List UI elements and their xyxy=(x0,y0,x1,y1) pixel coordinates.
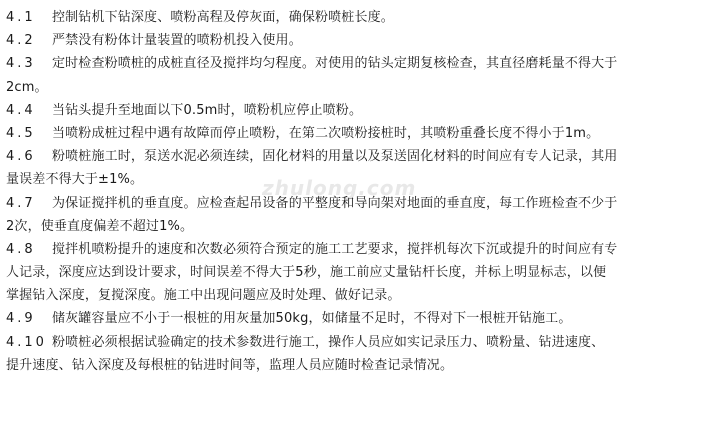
item-4-3-continued xyxy=(6,76,712,99)
item-text: 为保证搅拌机的垂直度。应检查起吊设备的平整度和导向架对地面的垂直度，每工作班检查不少于 xyxy=(52,195,618,211)
item-text: 搅拌机喷粉提升的速度和次数必须符合预定的施工工艺要求，搅拌机每次下沉或提升的时间应有专 xyxy=(52,241,618,257)
item-text: 人记录，深度应达到设计要求，时间误差不得大于5秒，施工前应丈量钻杆长度，并标上明显标志，以便 xyxy=(6,265,607,281)
item-4-7-continued xyxy=(6,215,712,238)
item-number: 4.10 xyxy=(6,334,47,350)
item-number: 4.9 xyxy=(6,311,36,327)
item-4-1 xyxy=(6,6,712,29)
item-text: 2cm。 xyxy=(6,79,48,95)
item-4-6 xyxy=(6,145,712,168)
item-text: 当喷粉成桩过程中遇有故障而停止喷粉，在第二次喷粉接桩时，其喷粉重叠长度不得小于1m。 xyxy=(52,125,600,141)
item-number: 4.8 xyxy=(6,241,36,257)
item-number: 4.5 xyxy=(6,125,36,141)
item-4-10-continued xyxy=(6,354,712,377)
item-text: 当钻头提升至地面以下0.5m时，喷粉机应停止喷粉。 xyxy=(52,102,363,118)
item-4-3 xyxy=(6,52,712,75)
item-text: 粉喷桩施工时，泵送水泥必须连续，固化材料的用量以及泵送固化材料的时间应有专人记录，其用 xyxy=(52,149,618,165)
item-text: 定时检查粉喷桩的成桩直径及搅拌均匀程度。对使用的钻头定期复核检查，其直径磨耗量不得大于 xyxy=(52,56,618,72)
item-4-2 xyxy=(6,29,712,52)
item-number: 4.4 xyxy=(6,102,36,118)
item-number: 4.3 xyxy=(6,56,36,72)
item-4-6-continued xyxy=(6,168,712,191)
item-4-5 xyxy=(6,122,712,145)
item-4-8 xyxy=(6,238,712,261)
item-4-7 xyxy=(6,192,712,215)
item-4-10 xyxy=(6,331,712,354)
item-4-9 xyxy=(6,307,712,330)
item-number: 4.6 xyxy=(6,149,36,165)
watermark: zhulong.com xyxy=(262,176,417,200)
item-text: 控制钻机下钻深度、喷粉高程及停灰面，确保粉喷桩长度。 xyxy=(52,10,394,25)
item-text: 2次，使垂直度偏差不超过1%。 xyxy=(6,218,194,234)
document-body xyxy=(6,6,712,377)
item-text: 掌握钻入深度，复搅深度。施工中出现问题应及时处理、做好记录。 xyxy=(6,288,401,304)
item-4-8-continued xyxy=(6,261,712,284)
item-4-4 xyxy=(6,99,712,122)
item-text: 提升速度、钻入深度及每根桩的钻进时间等，监理人员应随时检查记录情况。 xyxy=(6,357,454,373)
item-number: 4.2 xyxy=(6,33,36,49)
item-text: 储灰罐容量应不小于一根桩的用灰量加50kg，如储量不足时，不得对下一根桩开钻施工。 xyxy=(52,311,572,327)
item-number: 4.1 xyxy=(6,10,36,25)
item-text: 严禁没有粉体计量装置的喷粉机投入使用。 xyxy=(52,33,302,49)
item-number: 4.7 xyxy=(6,195,36,211)
item-text: 粉喷桩必须根据试验确定的技术参数进行施工，操作人员应如实记录压力、喷粉量、钻进速度、 xyxy=(52,334,605,350)
item-text: 量误差不得大于±1%。 xyxy=(6,172,144,188)
item-4-8-continued xyxy=(6,284,712,307)
